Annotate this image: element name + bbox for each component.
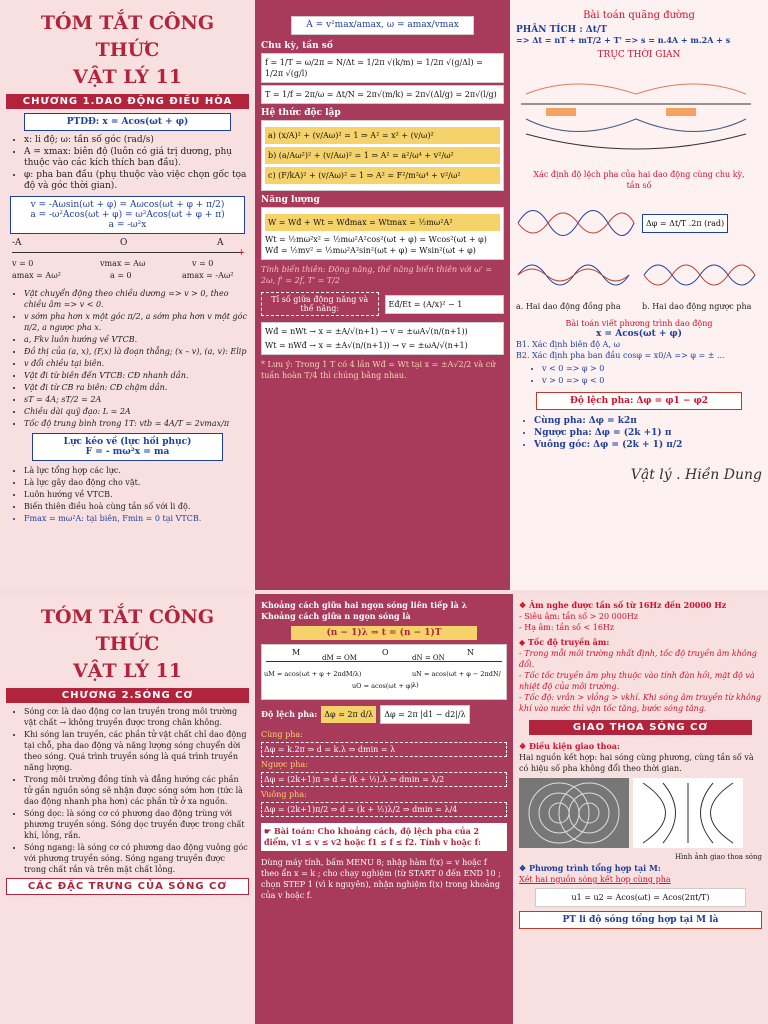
chapter2-right-column bbox=[513, 594, 768, 1024]
list-item: • A = xmax: biên độ (luôn có giá trị dương, phụ thuộc vào các kích thích ban đầu). bbox=[24, 147, 249, 169]
signature: Vật lý . Hiền Dung bbox=[630, 467, 762, 483]
point-label: O bbox=[382, 648, 389, 657]
distance-label: dN = ON bbox=[412, 654, 445, 662]
page-title: TÓM TẮT CÔNG THỨC VẬT LÝ 11 bbox=[40, 606, 215, 682]
chapter2-left-column bbox=[0, 594, 255, 1024]
energy-total: W = Wđ + Wt = Wđmax = Wtmax = ½mω²A² bbox=[265, 214, 500, 231]
list-item: • Biến thiên điều hoà cùng tần số với li độ. bbox=[24, 501, 249, 512]
wave-point-diagram bbox=[261, 644, 507, 700]
energy-heading: Năng lượng bbox=[261, 195, 320, 205]
timeline-title: TRỤC THỜI GIAN bbox=[597, 50, 681, 60]
equation-sub bbox=[536, 363, 762, 386]
sum-equation: u1 = u2 = Acos(ωt) = Acos(2πt/T) bbox=[535, 888, 746, 907]
chapter-banner: CHƯƠNG 2.SÓNG CƠ bbox=[6, 688, 249, 703]
period-heading: Chu kỳ, tần số bbox=[261, 41, 333, 51]
interference-images bbox=[519, 778, 762, 848]
anti-phase-wave bbox=[642, 253, 757, 298]
speed-note: - Trong mỗi môi trường nhất định, tốc độ truyền âm không đổi. bbox=[519, 649, 757, 669]
motion-notes bbox=[18, 288, 249, 429]
wave-example-a bbox=[516, 253, 636, 312]
chapter-banner: CHƯƠNG 1.DAO ĐỘNG ĐIỀU HÒA bbox=[6, 94, 249, 109]
list-item: • sT = 4A; sT/2 = 2A bbox=[24, 394, 249, 405]
relation-c: c) (F/kA)² + (v/Aω)² = 1 ⇒ A² = F²/m²ω⁴ + v²/ω² bbox=[265, 167, 500, 184]
list-item: • a, Fkv luôn hướng về VTCB. bbox=[24, 334, 249, 345]
case-name: Vuông pha: bbox=[261, 790, 307, 799]
wavelength-line: Khoảng cách giữa hai ngọn sóng liên tiếp là λ bbox=[261, 600, 468, 610]
interference-diagram bbox=[633, 778, 743, 848]
chapter1-left-column bbox=[0, 0, 255, 590]
list-item: • Vật chuyển động theo chiều dương => v > 0, theo chiều âm => v < 0. bbox=[24, 288, 249, 310]
equation-main: x = Acos(ωt + φ) bbox=[596, 329, 682, 339]
n-crests-line: Khoảng cách giữa n ngọn sóng là bbox=[261, 611, 411, 621]
speed-note: - Tốc độ: vrắn > vlỏng > vkhí. Khi sóng âm truyền từ không khí vào nước thì vận tốc tăng, bước sóng tăng. bbox=[519, 693, 762, 713]
timeline-diagram bbox=[516, 64, 756, 164]
relation-a: a) (x/A)² + (v/Aω)² = 1 ⇒ A² = x² + (v/ω)² bbox=[265, 127, 500, 144]
list-item: • v sớm pha hơn x một góc π/2, a sớm pha hơn v một góc π/2, a ngược pha x. bbox=[24, 311, 249, 333]
list-item: • x: li độ; ω: tần số góc (rad/s) bbox=[24, 135, 249, 146]
equation-title: Bài toán viết phương trình dao động bbox=[565, 319, 713, 328]
list-item: • Là lực gây dao động cho vật. bbox=[24, 477, 249, 488]
axis-value: v = 0 bbox=[192, 259, 214, 268]
case-name: Ngược pha: bbox=[261, 760, 308, 769]
infrasound: - Hạ âm: tần số < 16Hz bbox=[519, 623, 615, 632]
interference-banner: GIAO THOA SÓNG CƠ bbox=[529, 720, 752, 735]
equation-step: B2. Xác định pha ban đầu cosφ = x0/A => φ = ± ... bbox=[516, 351, 725, 360]
relation-b: b) (a/Aω²)² + (v/Aω)² = 1 ⇒ A² = a²/ω⁴ + v²/ω² bbox=[265, 147, 500, 164]
phase-title: Xác định độ lệch pha của hai dao động cùng chu kỳ, tần số bbox=[533, 170, 745, 190]
speed-heading: ◆ Tốc độ truyền âm: bbox=[519, 637, 610, 647]
phase-difference-list bbox=[528, 416, 762, 451]
point-label: N bbox=[467, 648, 474, 657]
ratio-label: Tỉ số giữa động năng và thế năng: bbox=[261, 292, 379, 316]
phase-wave-chart bbox=[516, 193, 636, 253]
sum-sub: Xét hai nguồn sóng kết hợp cùng pha bbox=[519, 875, 671, 884]
image-caption: Hình ảnh giao thoa sóng bbox=[674, 853, 762, 861]
list-item: • Vật đi từ CB ra biên: CĐ chậm dần. bbox=[24, 382, 249, 393]
chapter1-right-column bbox=[510, 0, 768, 590]
axis-value: amax = -Aω² bbox=[182, 271, 234, 280]
axis-label: A bbox=[217, 238, 224, 248]
list-item: • Fmax = mω²A: tại biên, Fmin = 0 tại VTCB. bbox=[24, 513, 249, 524]
problem-box: ☛ Bài toán: Cho khoảng cách, độ lệch pha của 2 điểm, v1 ≤ v ≤ v2 hoặc f1 ≤ f ≤ f2. Tính v hoặc f: bbox=[261, 823, 507, 851]
phase-difference-box: Độ lệch pha: Δφ = φ1 − φ2 bbox=[536, 392, 742, 410]
list-item: • Sóng dọc: là sóng cơ có phương dao động trùng với phương truyền sóng. Sóng dọc truyền được trong chất khí, lỏng, rắn. bbox=[24, 808, 249, 841]
energy-ratio bbox=[261, 290, 504, 318]
position-axis-diagram: + -A O A v = 0 vmax = Aω v = 0 amax = Aω² a = 0 amax = -Aω² bbox=[12, 238, 245, 280]
independent-relations bbox=[261, 120, 504, 191]
list-item: • Sóng ngang: là sóng cơ có phương dao động vuông góc với phương truyền sóng. Sóng ngang truyền được trong chất rắn và trên mặt chất lỏng. bbox=[24, 842, 249, 875]
relation-kinetic: Wđ = nWt → x = ±A/√(n+1) → v = ±ωA√(n/(n+1)) bbox=[265, 327, 468, 336]
dev-formula: Δφ = 2π d/λ bbox=[321, 706, 376, 723]
remark-note: * Lưu ý: Trong 1 T có 4 lần Wđ = Wt tại x = ±A√2/2 và cứ tuần hoàn T/4 thì chúng bằng nhau. bbox=[261, 360, 496, 380]
list-item: • Vuông góc: Δφ = (2k + 1) π/2 bbox=[534, 440, 762, 451]
phase-difference-row bbox=[261, 703, 507, 726]
chapter1-mid-column bbox=[255, 0, 510, 590]
list-item: • v < 0 => φ > 0 bbox=[542, 363, 762, 374]
force-notes bbox=[18, 465, 249, 524]
wave-examples bbox=[516, 253, 762, 312]
axis-value: v = 0 bbox=[12, 259, 34, 268]
equation-step: B1. Xác định biên độ A, ω bbox=[516, 340, 621, 349]
interference-text: Hai nguồn kết hợp: hai sóng cùng phương, cùng tần số và có hiệu số pha không đổi theo thời gian. bbox=[519, 753, 754, 773]
path-problem-title: Bài toán quãng đường bbox=[583, 10, 695, 21]
ultrasound: - Siêu âm: tần số > 20 000Hz bbox=[519, 612, 639, 621]
energy-formulas bbox=[261, 207, 504, 260]
system-heading: Hệ thức độc lập bbox=[261, 108, 341, 118]
dev-formula: Δφ = 2π |d1 − d2|/λ bbox=[380, 705, 469, 724]
point-equation: uO = acos(ωt + φ) bbox=[352, 682, 413, 690]
crest-formula: (n − 1)λ ⇒ t = (n − 1)T bbox=[291, 626, 477, 640]
point-label: M bbox=[292, 648, 301, 657]
frequency-formula: f = 1/T = ω/2π = N/Δt = 1/2π √(k/m) = 1/2π √(g/Δl) = 1/2π √(g/l) bbox=[261, 53, 504, 83]
ptdd-box: PTDĐ: x = Acos(ωt + φ) bbox=[24, 113, 231, 131]
axis-value: a = 0 bbox=[110, 271, 132, 280]
list-item: • φ: pha ban đầu (phụ thuộc vào việc chọn gốc tọa độ và góc thời gian). bbox=[24, 170, 249, 192]
wave-definition-list bbox=[18, 706, 249, 875]
axis-value: vmax = Aω bbox=[100, 259, 146, 268]
analysis-formula: => Δt = nT + mT/2 + T' => s = n.4A + m.2A + s bbox=[516, 35, 731, 45]
interference-photo bbox=[519, 778, 629, 848]
point-equation: uM = acos(ωt + φ + 2πdM/λ) bbox=[264, 670, 362, 678]
wave-example-b bbox=[642, 253, 762, 312]
variation-note: Tính biến thiên: Động năng, thế năng biến thiên với ω' = 2ω, f' = 2f, T' = T/2 bbox=[261, 265, 493, 285]
characteristics-banner: CÁC ĐẶC TRƯNG CỦA SÓNG CƠ bbox=[6, 878, 249, 895]
speed-note: - Tốc tốc truyền âm phụ thuộc vào tính đàn hồi, mật độ và nhiệt độ của môi trường. bbox=[519, 671, 755, 691]
list-item: • Đồ thị của (a, x), (F,x) là đoạn thẳng; (x – v), (a, v): Elip bbox=[24, 346, 249, 357]
axis-label: O bbox=[120, 238, 128, 248]
axis-label: -A bbox=[12, 238, 22, 248]
list-item: • Sóng cơ: là dao động cơ lan truyền trong môi trường vật chất → không truyền được trong chân không. bbox=[24, 706, 249, 728]
point-equation: uN = acos(ωt + φ − 2πdN/λ) bbox=[412, 670, 501, 689]
chapter2-mid-column bbox=[255, 594, 513, 1024]
list-item: • Cùng pha: Δφ = k2π bbox=[534, 416, 762, 427]
list-item: • Luôn hướng về VTCB. bbox=[24, 489, 249, 500]
list-item: • v đổi chiều tại biên. bbox=[24, 358, 249, 369]
list-item: • Khi sóng lan truyền, các phần tử vật chất chỉ dao động tại chỗ, pha dao động và năng lượng sóng chuyển dời theo sóng. Quá trình truyền sóng là quá trình truyền năng lượng. bbox=[24, 729, 249, 773]
analysis: PHÂN TÍCH : Δt/T bbox=[516, 25, 607, 35]
energy-potential: Wt = ½mω²x² = ½mω²A²cos²(ωt + φ) = Wcos²(ωt + φ) bbox=[265, 235, 487, 244]
case-formula: Δφ = (2k+1)π/2 ⇒ d = (k + ½)λ/2 ⇒ dmin = λ/4 bbox=[261, 802, 507, 817]
case-formula: Δφ = k.2π ⇒ d = k.λ ⇒ dmin = λ bbox=[261, 742, 507, 757]
list-item: • Là lực tổng hợp các lực. bbox=[24, 465, 249, 476]
case-name: Cùng pha: bbox=[261, 730, 303, 739]
list-item: • Ngược pha: Δφ = (2k +1) π bbox=[534, 428, 762, 439]
definition-list bbox=[18, 135, 249, 192]
axis-value: amax = Aω² bbox=[12, 271, 61, 280]
interference-condition: ❖ Điều kiện giao thoa: bbox=[519, 741, 620, 751]
dev-label: Độ lệch pha: bbox=[261, 709, 318, 719]
n-relations bbox=[261, 322, 504, 355]
relation-potential: Wt = nWđ → x = ±A√(n/(n+1)) → v = ±ωA/√(n+1) bbox=[265, 341, 468, 350]
dphi-formula: Δφ = Δt/T .2π (rad) bbox=[642, 214, 728, 233]
distance-label: dM = OM bbox=[322, 654, 357, 662]
page-title: TÓM TẮT CÔNG THỨC VẬT LÝ 11 bbox=[40, 12, 215, 88]
in-phase-wave bbox=[516, 253, 631, 298]
ratio-formula: Eđ/Et = (A/x)² − 1 bbox=[385, 295, 505, 314]
sum-heading: ❖ Phương trình tổng hợp tại M: bbox=[519, 863, 661, 873]
energy-kinetic: Wđ = ½mv² = ½mω²A²sin²(ωt + φ) = Wsin²(ωt + φ) bbox=[265, 246, 476, 255]
phase-graph-row bbox=[516, 193, 762, 253]
velocity-acceleration-box: v = -Aωsin(ωt + φ) = Aωcos(ωt + φ + π/2) a = -ω²Acos(ωt + φ) = ω²Acos(ωt + φ + π) a = -ω²x bbox=[10, 196, 245, 234]
restoring-force-box: Lực kéo về (lực hồi phục) F = - mω²x = ma bbox=[32, 433, 223, 461]
list-item: • Tốc độ trung bình trong 1T: vtb = 4A/T = 2vmax/π bbox=[24, 418, 249, 429]
period-formula: T = 1/f = 2π/ω = Δt/N = 2π√(m/k) = 2π√(Δl/g) = 2π√(l/g) bbox=[261, 85, 504, 104]
list-item: • Chiều dài quỹ đạo: L = 2A bbox=[24, 406, 249, 417]
solution-text: Dùng máy tính, bấm MENU 8; nhập hàm f(x) = v hoặc f theo ẩn x = k ; cho chạy nghiệm (từ START 0 đến END 10 ; chọn STEP 1 (vì k nguyên), nhận nghiệm f(x) trong khoảng của v hoặc f. bbox=[261, 858, 501, 900]
amplitude-formula: A = v²max/amax, ω = amax/vmax bbox=[291, 16, 474, 35]
list-item: • Vật đi từ biên đến VTCB: CĐ nhanh dần. bbox=[24, 370, 249, 381]
list-item: • Trong môi trường đồng tính và đẳng hướng các phần tử gần nguồn sóng sẽ nhận được sóng sớm hơn (tức là dao động nhanh pha hơn) các phần tử ở xa nguồn. bbox=[24, 774, 249, 807]
case-formula: Δφ = (2k+1)π ⇒ d = (k + ½).λ ⇒ dmin = λ/2 bbox=[261, 772, 507, 787]
audible-range: ❖ Âm nghe được tần số từ 16Hz đến 20000 Hz bbox=[519, 600, 727, 610]
list-item: • v > 0 => φ < 0 bbox=[542, 375, 762, 386]
wave-caption: a. Hai dao động đồng pha bbox=[516, 302, 621, 311]
resultant-box: PT li độ sóng tổng hợp tại M là bbox=[519, 911, 762, 929]
wave-caption: b. Hai dao động ngược pha bbox=[642, 302, 752, 311]
